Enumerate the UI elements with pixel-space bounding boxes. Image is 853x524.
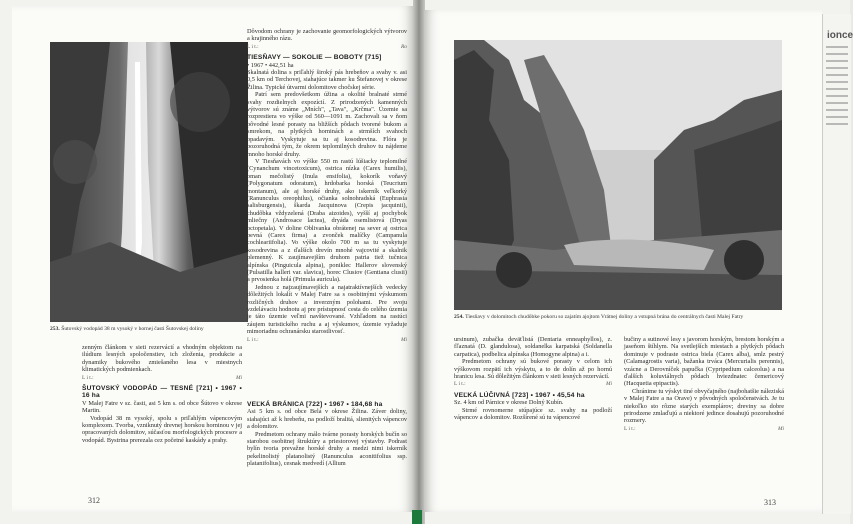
photo-caption-right	[454, 314, 782, 321]
paragraph: Chránime tu výskyt tiné obvyčajného (najbohatšie náleziská v Malej Fatre a na Orave) v pôvodných spoločenstvách. Je tu niekoľko sto rôzne starých exemplárov; dreviny sa dobre prirodzene zmlaďujú a niektoré jedince dosahujú pozoruhodné rozmery.	[624, 387, 784, 425]
right-column-1	[454, 336, 612, 421]
caption-number: 253.	[50, 326, 60, 332]
gorge-photo	[454, 40, 782, 310]
paragraph: V Tiesňavách vo výške 550 m rastú lúšiacky teplomilné (Cynanchum vincetoxicum), ostrica nízka (Carex humilis), oman mečolistý (Inula ensifolia), kokorík voňavý (Polygonatum odoratum), hrdobarka horská (Teucrium montanum), ale aj horské druhy, ako iskerník veľkorký (Ranunculus oreophilus), očianka solnohradská (Euphrasia salisburgensis), škarda Jacquinova (Crepis jacquinii), chudôbka vždyzelená (Draba aizoides), vyšší aj pochybok mliečny (Androsace lactea), dryáda osemlistová (Dryas octopetala). V doline Oblivanka obrátenej na sever aj ostrica pevná (Carex firma) a zvonček malíčky (Campanula cochleariifolia). Vo výške okolo 700 m sa tu vyskytuje kosodrevina a z ďalších drevín mnohé vajcovité a skalnik plemenný. K zaujímavejším druhom patria tiež tučnica alpínska (Pinguicula alpina), ponikleс Hallerov slovenský (Pulsatilla halleri var. slavica), horec Clusiov (Gentiana clusii) a prvosienka holá (Primula auricula).	[247, 157, 407, 284]
literature-line: L i t.: Mi	[82, 374, 242, 381]
left-page	[12, 6, 414, 512]
caption-number: 254.	[454, 314, 464, 320]
paragraph: ursinum), zubačka deväťlistá (Dentaria enneaphyllos), z. fľaznatá (D. glandulosa), soldanelka karpatská (Soldanella carpatica), podbelica alpínska (Homogyne alpina) a i.	[454, 336, 612, 358]
bottom-left-column	[82, 344, 242, 444]
entry-heading-velka-branica: VEĽKÁ BRÁNICA [722] • 1967 • 184,68 ha	[247, 401, 383, 408]
paragraph: bučiny a sutinové lesy s javorom horským, brestom horským a jaseňom štíhlym. Na svetlejších miestach a plytkých pôdach dominuje v podraste ostrica biela (Carex alba), smlz pestrý (Calamagrostis varia), bažanka trváca (Mercurialis perennis), vzácne a Derovníček papučka (Cypripedium calceolus) a na ďalších koluviálnych pôdach hviezdnatec čemericový (Hacquetia epipactis).	[624, 336, 784, 388]
entry-heading-velka-lucivna: VEĽKÁ LÚČIVNÁ [723] • 1967 • 45,54 ha	[454, 391, 585, 399]
entry-heading-sutovsky: ŠUTOVSKÝ VODOPÁD — TESNÉ [721] • 1967 • 16 ha	[82, 385, 242, 400]
paragraph: Sz. 4 km od Párnice v okrese Dolný Kubín.	[454, 399, 564, 407]
next-page-edge	[822, 14, 851, 514]
literature-line: L i t.: Ro	[247, 43, 407, 50]
bookmark-ribbon	[412, 510, 422, 524]
paragraph: Jednou z najzaujímavejších a najatraktívnejších vedecky dôležitých lokalít v Malej Fatre sa s osobitnými výskumom rozličných druhov a inverzným polohami. Pre svoju vzdelávaciu hodnotu aj pre prístupnosť cesta do celého územia je táto územie veľmi navštevované. Vzhľadom na rastúci záujem turistického ruchu a aj výskumov, územie vyžaduje mimoriadnu ochranársku starostlivosť.	[247, 283, 407, 336]
entry-meta: • 1967 • 442,51 ha	[247, 61, 294, 69]
waterfall-photo	[50, 42, 248, 322]
caption-text: Šutovský vodopád 38 m vysoký v hornej časti Šutovskej doliny	[61, 326, 204, 332]
literature-line: L i t.: Mi	[624, 425, 784, 432]
bottom-right-column	[247, 398, 407, 468]
left-text-column	[247, 28, 407, 346]
entry-heading-tiesnavy: TIESŇAVY — SOKOLIE — BOBOTY [715]	[247, 54, 382, 62]
page-number-right: 313	[764, 498, 776, 507]
paragraph: Predmetom ochrany sú bukové porasty v celom ich výškovom rozpätí ich výskytu, a to de dolín až po hornú hranicu lesa. Sú dôležitým článkom v sieti lesných rezervácií.	[454, 358, 612, 381]
photo-caption-left	[50, 326, 250, 333]
paragraph: Strmé rovnomerne stúpajúce sz. svahy na podloží vápencov a dolomitov. Rozšírené sú tu vápencové	[454, 406, 612, 422]
paragraph: Patrí sem predovšetkom úžina a okolité bralnaté strmé svahy rozdielnych expozícií. Z prirodzených kamenných výtvorov sú známe „Mních", „Tava", „Krčma". Územie sa rozprestiera vo výške od 560—1091 m. Zachovali sa v ňom pôvodné lesné porasty na bližších pôdach tvorené bukom a smrekom, na plytkých horninách a strmších svahoch opadavým. Vyskytuje sa tu aj kosodrevina. Flóra je pozoruhodná tým, že okrem teplomilných druhov tu nájdeme mnoho horské druhy.	[247, 91, 407, 158]
caption-text: Tiesňavy v dolomitoch chudôbke pokoru so zajatím ajojtom Vrátnej doliny a vstupná brána do centrálnych časti Malej Fatry	[465, 314, 744, 320]
paragraph: Predmetom ochrany málo tvárne porasty horských bučín so starobou osobitnej štruktúry a priestorovej výstavby. Podrast bylín tvoria prevažne horské druhy a medzi nimi iskerník pekelinolistý platanolistý (Ranunculus aconitifolius ssp. platanifolius), cesnak medvedí (Allium	[247, 430, 407, 468]
right-page	[424, 10, 822, 512]
paragraph: Asi 5 km s. od obce Belá v okrese Žilina. Záver doliny, siahajúci až k hrebeňu, na podloží bralitá, slienitých vápencov a dolomitov.	[247, 408, 407, 431]
paragraph: Vodopád 38 m vysoký, spolu s priľahlým vápencovým komplexom. Tvorba, vzniknutý drevnej horskou horninou v jej opracovaných dolomitov, súčasťou morfologických procesov a vodopád. Bystrina prerezala cez početné kaskády a prahy.	[82, 414, 242, 444]
right-column-2	[624, 336, 784, 435]
page-number-left: 312	[88, 496, 100, 505]
paragraph: V Malej Fatre v sz. časti, asi 5 km s. od obce Šútovo v okrese Martin.	[82, 399, 242, 415]
paragraph: zenným článkom v sieti rezervácií a vhodným objektom na ilúdium lesných spoločenstiev, ich zloženia, produkcie a dynamiky bukového zmiešaného lesa v miestnych klimatických podmienkach.	[82, 344, 242, 374]
side-tab-text: ionce	[827, 30, 853, 41]
literature-line: L i t.: Mi	[247, 336, 407, 343]
paragraph: Skalnatá dolina s priľahlý široký pás hrebeňov a svahy v. asi 0,5 km od Terchovej, siahajúce takmer ku Štefanovej v okrese Žilina. Typické útvarmi dolomitove chočskej série.	[247, 69, 407, 91]
paragraph: Dôvodom ochrany je zachovanie geomorfologických výtvorov a krajinného rázu.	[247, 28, 407, 43]
literature-line: L i t.: Mi	[454, 381, 612, 388]
